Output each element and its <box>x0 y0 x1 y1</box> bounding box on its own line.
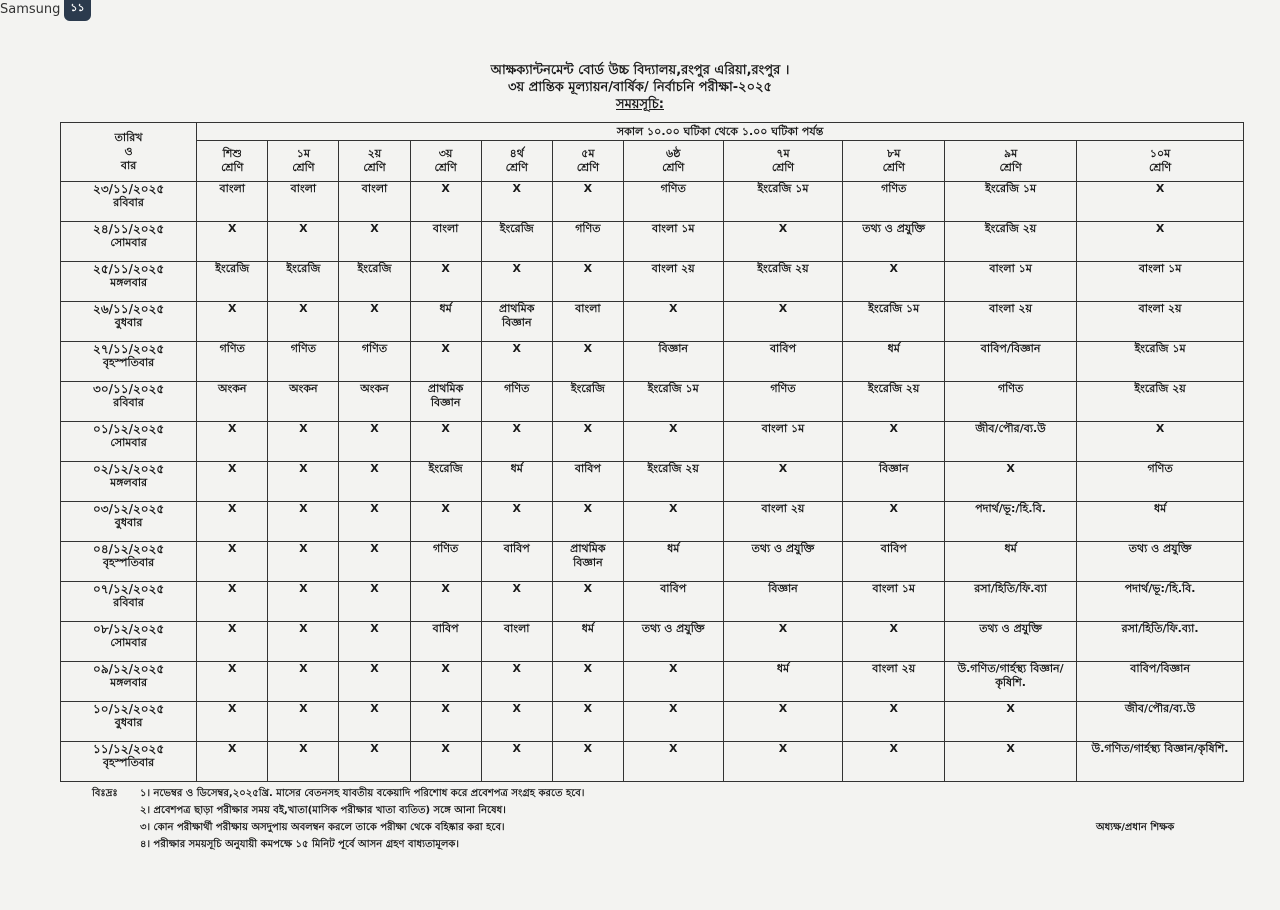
date-value: ২৫/১১/২০২৫ <box>93 262 165 276</box>
subject-cell: X <box>552 182 623 222</box>
subject-cell: অংকন <box>268 382 339 422</box>
notes-section <box>92 785 992 853</box>
header-row-classes <box>61 141 1244 182</box>
subject-cell: X <box>623 662 723 702</box>
class-header-line: ৫ম <box>581 147 595 160</box>
subject-cell: X <box>410 182 481 222</box>
class-header-line: ৬ষ্ঠ <box>666 147 681 160</box>
class-header <box>552 141 623 182</box>
date-cell <box>61 382 197 422</box>
class-header <box>945 141 1077 182</box>
subject-cell: X <box>410 502 481 542</box>
subject-cell: ইংরেজি <box>268 262 339 302</box>
subject-cell: X <box>268 302 339 342</box>
subject-cell: ইংরেজি ২য় <box>945 222 1077 262</box>
table-row <box>61 342 1244 382</box>
table-row <box>61 622 1244 662</box>
subject-cell: X <box>197 462 268 502</box>
class-header-line: ৮ম <box>887 147 901 160</box>
subject-cell: ইংরেজি ২য় <box>623 462 723 502</box>
class-header-line: শ্রেণি <box>999 161 1022 174</box>
table-row <box>61 382 1244 422</box>
exam-routine-table <box>60 122 1244 782</box>
weekday-value: মঙ্গলবার <box>110 476 148 489</box>
weekday-value: রবিবার <box>113 596 144 609</box>
table-row <box>61 302 1244 342</box>
class-header-line: ১ম <box>296 147 310 160</box>
date-value: ১০/১২/২০২৫ <box>93 702 165 716</box>
subject-cell: X <box>945 462 1077 502</box>
subject-cell: X <box>268 622 339 662</box>
subject-cell: তথ্য ও প্রযুক্তি <box>723 542 843 582</box>
table-row <box>61 662 1244 702</box>
weekday-value: বৃহস্পতিবার <box>102 756 155 769</box>
subject-cell: বাংলা <box>268 182 339 222</box>
subject-cell: ধর্ম <box>723 662 843 702</box>
date-value: ১১/১২/২০২৫ <box>93 742 165 756</box>
subject-cell: X <box>552 742 623 782</box>
subject-cell: X <box>481 422 552 462</box>
subject-cell: X <box>410 702 481 742</box>
date-value: ২৩/১১/২০২৫ <box>93 182 165 196</box>
subject-cell: বাংলা ২য় <box>1077 302 1244 342</box>
subject-cell: X <box>723 462 843 502</box>
subject-cell: X <box>410 582 481 622</box>
subject-cell: X <box>339 462 410 502</box>
date-cell <box>61 662 197 702</box>
subject-cell: ইংরেজি ২য় <box>843 382 945 422</box>
subject-cell: বাংলা <box>197 182 268 222</box>
subject-cell: X <box>843 702 945 742</box>
subject-cell: ইংরেজি <box>481 222 552 262</box>
subject-cell: X <box>723 302 843 342</box>
class-header-line: শ্রেণি <box>576 161 599 174</box>
weekday-value: বুধবার <box>114 316 143 329</box>
subject-cell: বিজ্ঞান <box>843 462 945 502</box>
subject-cell: বাবিপ <box>552 462 623 502</box>
table-row <box>61 702 1244 742</box>
subject-cell: X <box>410 422 481 462</box>
subject-cell: X <box>843 502 945 542</box>
weekday-value: রবিবার <box>113 396 144 409</box>
subject-cell: ধর্ম <box>843 342 945 382</box>
date-value: ০১/১২/২০২৫ <box>93 422 165 436</box>
date-cell <box>61 182 197 222</box>
subject-cell: ইংরেজি <box>552 382 623 422</box>
weekday-value: সোমবার <box>110 436 147 449</box>
subject-cell: বিজ্ঞান <box>723 582 843 622</box>
weekday-value: বৃহস্পতিবার <box>102 556 155 569</box>
subject-cell: X <box>197 702 268 742</box>
subject-cell: ধর্ম <box>1077 502 1244 542</box>
subject-cell: X <box>843 422 945 462</box>
subject-cell: X <box>268 542 339 582</box>
subject-cell: X <box>481 662 552 702</box>
date-value: ০৯/১২/২০২৫ <box>93 662 165 676</box>
subject-cell: বাংলা ১ম <box>1077 262 1244 302</box>
schedule-title: সময়সূচি: <box>616 97 664 112</box>
subject-cell: গণিত <box>481 382 552 422</box>
class-header-line: শ্রেণি <box>434 161 457 174</box>
date-cell <box>61 222 197 262</box>
time-header: সকাল ১০.০০ ঘটিকা থেকে ১.০০ ঘটিকা পর্যন্ত <box>197 123 1244 141</box>
subject-cell: বাংলা ২য় <box>623 262 723 302</box>
subject-cell: রসা/হিতি/ফি.ব্যা <box>945 582 1077 622</box>
subject-cell: X <box>197 502 268 542</box>
subject-cell: উ.গণিত/গার্হস্থ্য বিজ্ঞান/কৃষিশি. <box>945 662 1077 702</box>
subject-cell: X <box>481 582 552 622</box>
date-cell <box>61 622 197 662</box>
date-cell <box>61 542 197 582</box>
table-row <box>61 542 1244 582</box>
subject-cell: ইংরেজি ১ম <box>1077 342 1244 382</box>
date-value: ০২/১২/২০২৫ <box>93 462 165 476</box>
subject-cell: তথ্য ও প্রযুক্তি <box>623 622 723 662</box>
class-header-line: শ্রেণি <box>662 161 685 174</box>
subject-cell: X <box>723 702 843 742</box>
subject-cell: ধর্ম <box>623 542 723 582</box>
date-header-line: তারিখ <box>114 131 143 144</box>
subject-cell: গণিত <box>1077 462 1244 502</box>
class-header <box>197 141 268 182</box>
weekday-value: মঙ্গলবার <box>110 276 148 289</box>
subject-cell: X <box>623 302 723 342</box>
subject-cell: X <box>481 742 552 782</box>
date-cell <box>61 342 197 382</box>
subject-cell: গণিত <box>268 342 339 382</box>
subject-cell: ইংরেজি ২য় <box>1077 382 1244 422</box>
subject-cell: X <box>197 222 268 262</box>
class-header-line: ৭ম <box>776 147 790 160</box>
notes-list <box>92 785 992 853</box>
subject-cell: বাংলা ১ম <box>623 222 723 262</box>
subject-cell: X <box>339 582 410 622</box>
subject-cell: X <box>339 222 410 262</box>
subject-cell: X <box>723 742 843 782</box>
subject-cell: X <box>268 422 339 462</box>
subject-cell: গণিত <box>410 542 481 582</box>
class-header-line: শ্রেণি <box>363 161 386 174</box>
subject-cell: X <box>552 422 623 462</box>
subject-cell: X <box>552 342 623 382</box>
subject-cell: ধর্ম <box>410 302 481 342</box>
subject-cell: পদার্থ/ভূ:/হি.বি. <box>945 502 1077 542</box>
subject-cell: বাবিপ <box>410 622 481 662</box>
date-cell <box>61 422 197 462</box>
subject-cell: X <box>410 342 481 382</box>
class-header-line: শ্রেণি <box>882 161 905 174</box>
weekday-value: বুধবার <box>114 716 143 729</box>
subject-cell: গণিত <box>843 182 945 222</box>
subject-cell: X <box>843 742 945 782</box>
subject-cell: X <box>268 662 339 702</box>
subject-cell: X <box>945 702 1077 742</box>
class-header-line: ১০ম <box>1149 147 1171 160</box>
watermark-badge: ১১ <box>64 0 90 21</box>
class-header-line: শ্রেণি <box>505 161 528 174</box>
subject-cell: X <box>197 302 268 342</box>
note-item: ২। প্রবেশপত্র ছাড়া পরীক্ষার সময় বই,খাতা(মাসিক পরীক্ষার খাতা ব্যতিত) সঙ্গে আনা নিষেধ। <box>140 805 506 816</box>
subject-cell: রসা/হিতি/ফি.ব্যা. <box>1077 622 1244 662</box>
table-row <box>61 422 1244 462</box>
school-name: আক্ষক্যান্টনমেন্ট বোর্ড উচ্চ বিদ্যালয়,রংপুর এরিয়া,রংপুর । <box>490 63 790 78</box>
class-header <box>723 141 843 182</box>
subject-cell: বাবিপ <box>723 342 843 382</box>
subject-cell: গণিত <box>723 382 843 422</box>
subject-cell: X <box>481 702 552 742</box>
subject-cell: X <box>1077 422 1244 462</box>
class-header <box>339 141 410 182</box>
weekday-value: বুধবার <box>114 516 143 529</box>
document-header <box>300 62 980 113</box>
subject-cell: ইংরেজি ১ম <box>843 302 945 342</box>
date-value: ৩০/১১/২০২৫ <box>93 382 165 396</box>
subject-cell: ইংরেজি <box>410 462 481 502</box>
subject-cell: ধর্ম <box>945 542 1077 582</box>
subject-cell: X <box>268 502 339 542</box>
subject-cell: বাংলা ২য় <box>945 302 1077 342</box>
table-row <box>61 742 1244 782</box>
subject-cell: X <box>1077 182 1244 222</box>
class-header <box>623 141 723 182</box>
subject-cell: X <box>1077 222 1244 262</box>
subject-cell: X <box>339 502 410 542</box>
date-cell <box>61 462 197 502</box>
subject-cell: X <box>268 222 339 262</box>
subject-cell: তথ্য ও প্রযুক্তি <box>945 622 1077 662</box>
subject-cell: X <box>339 422 410 462</box>
subject-cell: ইংরেজি ১ম <box>723 182 843 222</box>
subject-cell: X <box>623 502 723 542</box>
subject-cell: জীব/পৌর/ব্য.উ <box>945 422 1077 462</box>
subject-cell: X <box>410 262 481 302</box>
subject-cell: গণিত <box>339 342 410 382</box>
class-header-line: শ্রেণি <box>292 161 315 174</box>
subject-cell: ইংরেজি <box>339 262 410 302</box>
subject-cell: জীব/পৌর/ব্য.উ <box>1077 702 1244 742</box>
subject-cell: অংকন <box>197 382 268 422</box>
subject-cell: X <box>197 622 268 662</box>
subject-cell: বাংলা ১ম <box>843 582 945 622</box>
subject-cell: X <box>723 622 843 662</box>
subject-cell: বাংলা ১ম <box>723 422 843 462</box>
class-header <box>1077 141 1244 182</box>
subject-cell: ইংরেজি ২য় <box>723 262 843 302</box>
subject-cell: X <box>723 222 843 262</box>
subject-cell: ইংরেজি <box>197 262 268 302</box>
date-value: ০৪/১২/২০২৫ <box>93 542 165 556</box>
header-row-time <box>61 123 1244 141</box>
subject-cell: বাংলা <box>552 302 623 342</box>
subject-cell: X <box>339 542 410 582</box>
subject-cell: ইংরেজি ১ম <box>945 182 1077 222</box>
subject-cell: X <box>268 462 339 502</box>
subject-cell: X <box>268 742 339 782</box>
subject-cell: বাংলা <box>410 222 481 262</box>
subject-cell: বাংলা <box>339 182 410 222</box>
subject-cell: X <box>623 702 723 742</box>
table-row <box>61 222 1244 262</box>
subject-cell: বাংলা ২য় <box>723 502 843 542</box>
subject-cell: X <box>481 182 552 222</box>
subject-cell: প্রাথমিক বিজ্ঞান <box>481 302 552 342</box>
subject-cell: গণিত <box>552 222 623 262</box>
date-cell <box>61 262 197 302</box>
table-row <box>61 462 1244 502</box>
date-cell <box>61 742 197 782</box>
subject-cell: X <box>552 582 623 622</box>
subject-cell: গণিত <box>197 342 268 382</box>
table-row <box>61 262 1244 302</box>
date-value: ২৭/১১/২০২৫ <box>93 342 165 356</box>
subject-cell: গণিত <box>945 382 1077 422</box>
table-row <box>61 502 1244 542</box>
signature-label: অধ্যক্ষ/প্রধান শিক্ষক <box>1096 822 1175 833</box>
subject-cell: ধর্ম <box>481 462 552 502</box>
subject-cell: ইংরেজি ১ম <box>623 382 723 422</box>
subject-cell: বাবিপ/বিজ্ঞান <box>1077 662 1244 702</box>
table-row <box>61 582 1244 622</box>
date-cell <box>61 502 197 542</box>
subject-cell: X <box>481 502 552 542</box>
subject-cell: বাংলা <box>481 622 552 662</box>
subject-cell: বিজ্ঞান <box>623 342 723 382</box>
class-header <box>410 141 481 182</box>
date-value: ০৭/১২/২০২৫ <box>93 582 165 596</box>
subject-cell: X <box>410 662 481 702</box>
watermark <box>0 0 91 18</box>
date-header <box>61 123 197 182</box>
subject-cell: তথ্য ও প্রযুক্তি <box>1077 542 1244 582</box>
class-header-line: শিশু <box>222 147 242 160</box>
subject-cell: X <box>481 262 552 302</box>
note-item: ১। নভেম্বর ও ডিসেম্বর,২০২৫খ্রি. মাসের বেতনসহ যাবতীয় বকেয়াদি পরিশোধ করে প্রবেশপত্র সংগ্রহ করতে হবে। <box>140 788 585 799</box>
class-header-line: শ্রেণি <box>771 161 795 174</box>
date-value: ০৮/১২/২০২৫ <box>93 622 165 636</box>
subject-cell: X <box>623 742 723 782</box>
subject-cell: X <box>197 422 268 462</box>
date-header-line: বার <box>120 159 137 172</box>
class-header-line: শ্রেণি <box>221 161 244 174</box>
subject-cell: X <box>268 582 339 622</box>
weekday-value: রবিবার <box>113 196 144 209</box>
class-header-line: ২য় <box>367 147 382 160</box>
class-header <box>268 141 339 182</box>
subject-cell: X <box>339 302 410 342</box>
subject-cell: X <box>552 502 623 542</box>
date-cell <box>61 702 197 742</box>
subject-cell: X <box>410 742 481 782</box>
subject-cell: X <box>623 422 723 462</box>
date-header-line: ও <box>124 145 133 158</box>
date-cell <box>61 582 197 622</box>
subject-cell: X <box>552 702 623 742</box>
note-item: ৩। কোন পরীক্ষার্থী পরীক্ষায় অসদুপায় অবলম্বন করলে তাকে পরীক্ষা থেকে বহিষ্কার করা হবে। <box>140 822 505 833</box>
subject-cell: পদার্থ/ভূ:/হি.বি. <box>1077 582 1244 622</box>
subject-cell: বাংলা ২য় <box>843 662 945 702</box>
subject-cell: X <box>197 542 268 582</box>
subject-cell: X <box>481 342 552 382</box>
subject-cell: X <box>339 662 410 702</box>
subject-cell: X <box>843 262 945 302</box>
subject-cell: উ.গণিত/গার্হস্থ্য বিজ্ঞান/কৃষিশি. <box>1077 742 1244 782</box>
subject-cell: বাবিপ <box>843 542 945 582</box>
subject-cell: গণিত <box>623 182 723 222</box>
subject-cell: বাবিপ <box>481 542 552 582</box>
subject-cell: X <box>339 702 410 742</box>
date-cell <box>61 302 197 342</box>
subject-cell: তথ্য ও প্রযুক্তি <box>843 222 945 262</box>
subject-cell: X <box>552 262 623 302</box>
weekday-value: সোমবার <box>110 636 147 649</box>
class-header-line: ৯ম <box>1003 147 1018 160</box>
class-header-line: ৪র্থ <box>509 147 524 160</box>
subject-cell: প্রাথমিক বিজ্ঞান <box>552 542 623 582</box>
weekday-value: বৃহস্পতিবার <box>102 356 155 369</box>
subject-cell: X <box>945 742 1077 782</box>
subject-cell: বাবিপ/বিজ্ঞান <box>945 342 1077 382</box>
subject-cell: ধর্ম <box>552 622 623 662</box>
subject-cell: X <box>268 702 339 742</box>
notes-label: বিঃদ্রঃ <box>92 788 118 799</box>
subject-cell: X <box>339 622 410 662</box>
class-header-line: শ্রেণি <box>1148 161 1172 174</box>
subject-cell: X <box>197 742 268 782</box>
subject-cell: X <box>339 742 410 782</box>
class-header-line: ৩য় <box>438 147 453 160</box>
subject-cell: X <box>197 582 268 622</box>
subject-cell: X <box>843 622 945 662</box>
exam-title: ৩য় প্রান্তিক মূল্যায়ন/বার্ষিক/ নির্বাচনি পরীক্ষা-২০২৫ <box>508 80 772 95</box>
date-value: ২৪/১১/২০২৫ <box>93 222 165 236</box>
class-header <box>481 141 552 182</box>
note-item: ৪। পরীক্ষার সময়সূচি অনুযায়ী কমপক্ষে ১৫ মিনিট পূর্বে আসন গ্রহণ বাধ্যতামূলক। <box>140 839 459 850</box>
subject-cell: বাবিপ <box>623 582 723 622</box>
subject-cell: X <box>552 662 623 702</box>
date-value: ০৩/১২/২০২৫ <box>93 502 165 516</box>
subject-cell: অংকন <box>339 382 410 422</box>
subject-cell: প্রাথমিক বিজ্ঞান <box>410 382 481 422</box>
class-header <box>843 141 945 182</box>
subject-cell: বাংলা ১ম <box>945 262 1077 302</box>
date-value: ২৬/১১/২০২৫ <box>93 302 165 316</box>
watermark-text: Samsung <box>0 1 61 17</box>
table-row <box>61 182 1244 222</box>
weekday-value: সোমবার <box>110 236 147 249</box>
subject-cell: X <box>197 662 268 702</box>
weekday-value: মঙ্গলবার <box>110 676 148 689</box>
